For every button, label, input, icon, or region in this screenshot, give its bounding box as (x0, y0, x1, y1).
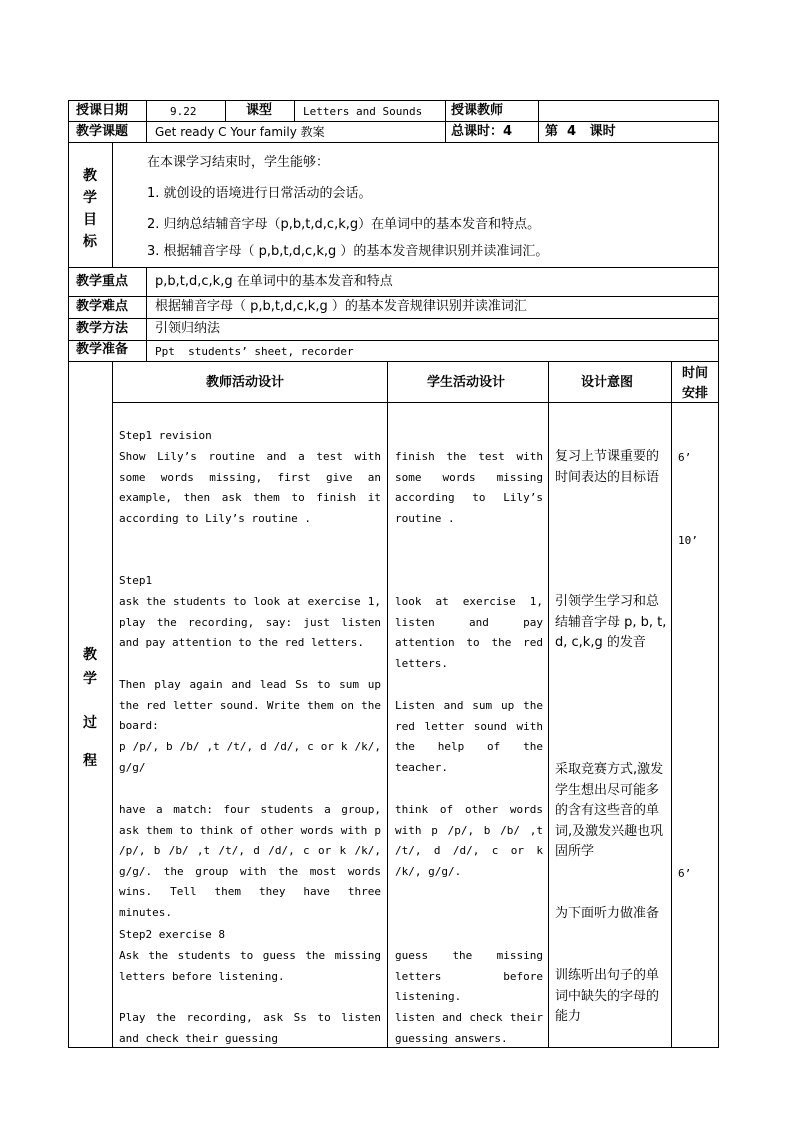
teacher-step-title: Step1 (119, 574, 153, 587)
header-student-activity: 学生活动设计 (427, 375, 506, 390)
student-activity: listen and check their guessing answers. (395, 1011, 543, 1045)
goals-label-char: 目 (83, 212, 97, 228)
goals-label-char: 学 (83, 190, 97, 206)
table-border (68, 318, 719, 319)
time-value: 6’ (678, 867, 692, 880)
table-border (671, 361, 672, 1047)
header-time: 时间安排 (681, 366, 708, 401)
table-border (718, 100, 719, 1048)
date-value: 9.22 (170, 105, 197, 118)
design-intent: 训练听出句子的单词中缺失的字母的能力 (555, 968, 660, 1025)
teacher-step-title: Step1 revision (119, 429, 212, 442)
goals-label-char: 教 (83, 168, 97, 184)
focus-value: p,b,t,d,c,k,g 在单词中的基本发音和特点 (155, 274, 393, 289)
table-border (68, 340, 719, 341)
teacher-step-text: Ask the students to guess the missing letters before listening. (119, 949, 381, 983)
table-border (225, 100, 226, 121)
student-activity: guess the missing letters before listening. (395, 949, 543, 1004)
table-border (68, 361, 719, 362)
difficulty-label: 教学难点 (76, 299, 129, 314)
time-value: 6’ (678, 451, 692, 464)
teacher-sound-list: p /p/, b /b/ ,t /t/, d /d/, c or k /k/, g/g/ (119, 740, 381, 774)
prep-value: Ppt students’ sheet, recorder (155, 345, 354, 358)
goals-intro: 在本课学习结束时，学生能够： (147, 155, 330, 170)
teacher-step-text: Play the recording, ask Ss to listen and check their guessing (119, 1011, 381, 1045)
focus-label: 教学重点 (76, 274, 129, 289)
table-border (445, 100, 446, 121)
table-border (146, 100, 147, 121)
date-label: 授课日期 (76, 103, 129, 118)
goal-item: 2. 归纳总结辅音字母（p,b,t,d,c,k,g）在单词中的基本发音和特点。 (147, 217, 541, 232)
difficulty-value: 根据辅音字母（ p,b,t,d,c,k,g ）的基本发音规律识别并读准词汇 (155, 299, 527, 314)
table-border (294, 100, 295, 121)
teacher-step-title: Step2 exercise 8 (119, 928, 225, 941)
total-lessons: 总课时：4 (451, 124, 513, 139)
student-activity: look at exercise 1, listen and pay attention to the red letters. (395, 595, 543, 670)
goal-item: 1. 就创设的语境进行日常活动的会话。 (147, 186, 372, 201)
teacher-step-text: Show Lily’s routine and a test with some words missing, first give an example, then ask them to finish it according to Lily’s routine . (119, 450, 381, 525)
process-label-char: 过 (83, 715, 97, 731)
table-border (68, 267, 719, 268)
table-border (112, 361, 113, 1047)
table-border (68, 100, 69, 1048)
topic-label: 教学课题 (76, 124, 129, 139)
method-value: 引领归纳法 (155, 321, 221, 336)
teacher-label: 授课教师 (451, 103, 504, 118)
table-border (146, 267, 147, 361)
table-border (68, 296, 719, 297)
design-intent: 采取竞赛方式,激发学生想出尽可能多的含有这些音的单词,及激发兴趣也巩固所学 (555, 762, 664, 860)
lesson-number: 第 4 课时 (545, 124, 616, 139)
teacher-step-text: have a match: four students a group, ask them to think of other words with p /p/, b /b/ ,t /t/, d /d/, c or k /k/, g/g/. the group with the most words wins. Tell them they have three minutes. (119, 803, 381, 919)
teacher-step-text: ask the students to look at exercise 1, play the recording, say: just listen and pay attention to the red letters. (119, 595, 381, 650)
table-border (146, 121, 147, 142)
table-border (538, 121, 539, 142)
student-activity: Listen and sum up the red letter sound with the help of the teacher. (395, 699, 543, 774)
table-border (387, 361, 388, 1047)
table-border (445, 121, 446, 142)
table-border (68, 142, 719, 143)
topic-value: Get ready C Your family 教案 (155, 125, 325, 139)
process-label-char: 教 (83, 647, 97, 663)
teacher-step-text: Then play again and lead Ss to sum up the red letter sound. Write them on the board: (119, 678, 381, 733)
method-label: 教学方法 (76, 321, 129, 336)
design-intent: 引领学生学习和总结辅音字母 p, b, t, d, c,k,g 的发音 (555, 594, 667, 651)
header-design-intent: 设计意图 (581, 375, 634, 390)
goals-label-char: 标 (83, 234, 97, 250)
table-border (538, 100, 539, 121)
student-activity: finish the test with some words missing according to Lily’s routine . (395, 450, 543, 525)
process-label-char: 程 (83, 753, 97, 769)
process-label-char: 学 (83, 671, 97, 687)
prep-label: 教学准备 (76, 342, 129, 357)
header-teacher-activity: 教师活动设计 (206, 375, 285, 390)
goal-item: 3. 根据辅音字母（ p,b,t,d,c,k,g ）的基本发音规律识别并读准词汇。 (147, 244, 549, 259)
table-border (112, 402, 719, 403)
table-border (68, 121, 719, 122)
design-intent: 为下面听力做准备 (555, 906, 660, 921)
table-border (112, 142, 113, 267)
lesson-type-value: Letters and Sounds (303, 105, 423, 118)
design-intent: 复习上节课重要的时间表达的目标语 (555, 449, 660, 485)
lesson-type-label: 课型 (246, 103, 273, 118)
table-border (68, 100, 719, 101)
time-value: 10’ (678, 534, 698, 547)
student-activity: think of other words with p /p/, b /b/ ,t /t/, d /d/, c or k /k/, g/g/. (395, 803, 543, 878)
table-border (548, 361, 549, 1047)
